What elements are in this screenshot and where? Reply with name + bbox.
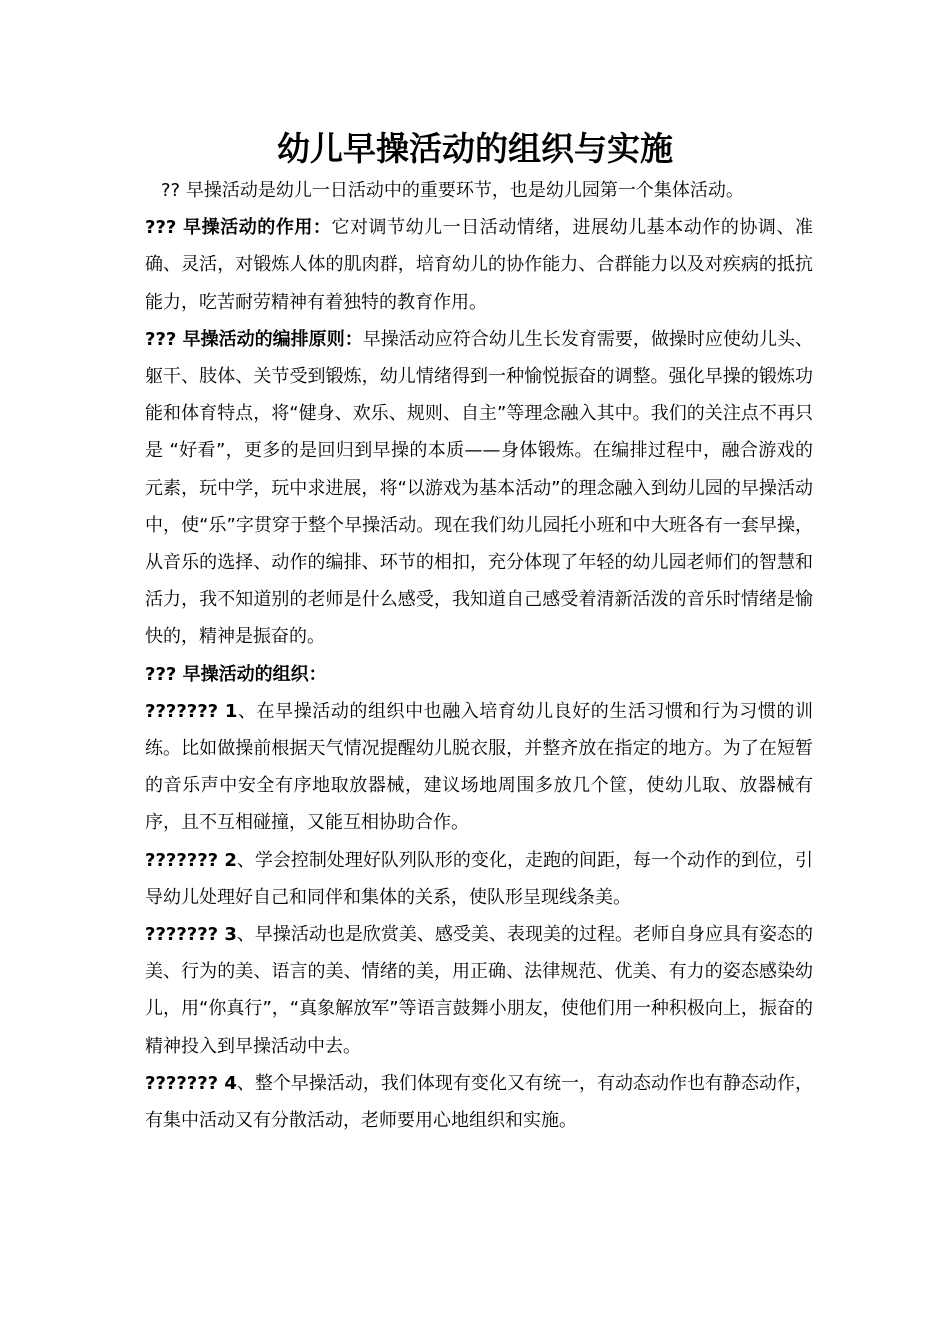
intro-paragraph: ?? 早操活动是幼儿一日活动中的重要环节，也是幼儿园第一个集体活动。 xyxy=(161,180,744,201)
list-item-3-text: 、早操活动也是欣赏美、感受美、表现美的过程。老师自身应具有姿态的美、行为的美、语言的美、情绪的美，用正确、法律规范、优美、有力的姿态感染幼儿，用“你真行”，“真象解放军”等语言鼓舞小朋友，使他们用一种积极向上，振奋的精神投入到早操活动中去。 xyxy=(145,924,813,1057)
section-organization-paragraph xyxy=(145,656,813,693)
list-item-2-number: ??????? 2 xyxy=(145,849,237,871)
list-item-3 xyxy=(145,916,813,1065)
section-principle-label: ??? 早操活动的编排原则： xyxy=(145,328,363,350)
list-item-3-number: ??????? 3 xyxy=(145,924,237,946)
section-role-label: ??? 早操活动的作用： xyxy=(145,217,332,239)
document-title: 幼儿早操活动的组织与实施 xyxy=(277,129,673,168)
list-item-4-text: 、整个早操活动，我们体现有变化又有统一，有动态动作也有静态动作，有集中活动又有分散活动，老师要用心地组织和实施。 xyxy=(145,1072,813,1132)
section-role-paragraph xyxy=(145,209,813,321)
list-item-1-text: 、在早操活动的组织中也融入培育幼儿良好的生活习惯和行为习惯的训练。比如做操前根据天气情况提醒幼儿脱衣服，并整齐放在指定的地方。为了在短暂的音乐声中安全有序地取放器械，建议场地周围多放几个筐，使幼儿取、放器械有序，且不互相碰撞，又能互相协助合作。 xyxy=(145,700,813,834)
list-item-2-text: 、学会控制处理好队列队形的变化，走跑的间距，每一个动作的到位，引导幼儿处理好自己和同伴和集体的关系，使队形呈现线条美。 xyxy=(145,849,813,908)
section-organization-label: ??? 早操活动的组织： xyxy=(145,663,327,685)
section-principle-paragraph xyxy=(145,321,813,656)
list-item-1-number: ??????? 1 xyxy=(145,700,238,722)
section-role-text: 它对调节幼儿一日活动情绪，进展幼儿基本动作的协调、准确、灵活，对锻炼人体的肌肉群，培育幼儿的协作能力、合群能力以及对疾病的抵抗能力，吃苦耐劳精神有着独特的教育作用。 xyxy=(145,217,814,313)
list-item-4 xyxy=(145,1065,813,1139)
document-body xyxy=(145,172,813,1139)
list-item-4-number: ??????? 4 xyxy=(145,1072,237,1094)
list-item-2 xyxy=(145,842,813,916)
section-principle-text: 早操活动应符合幼儿生长发育需要，做操时应使幼儿头、躯干、肢体、关节受到锻炼，幼儿情绪得到一种愉悦振奋的调整。强化早操的锻炼功能和体育特点，将“健身、欢乐、规则、自主”等理念融入其中。我们的关注点不再只是 “好看”，更多的是回归到早操的本质——身体锻炼。在编排过程中，融合游戏的元素，玩中学，玩中求进展，将“以游戏为基本活动”的理念融入到幼儿园的早操活动中，使“乐”字贯穿于整个早操活动。现在我们幼儿园托小班和中大班各有一套早操，从音乐的选择、动作的编排、环节的相扣，充分体现了年轻的幼儿园老师们的智慧和活力，我不知道别的老师是什么感受，我知道自己感受着清新活泼的音乐时情绪是愉快的，精神是振奋的。 xyxy=(145,328,813,648)
list-item-1 xyxy=(145,693,813,842)
